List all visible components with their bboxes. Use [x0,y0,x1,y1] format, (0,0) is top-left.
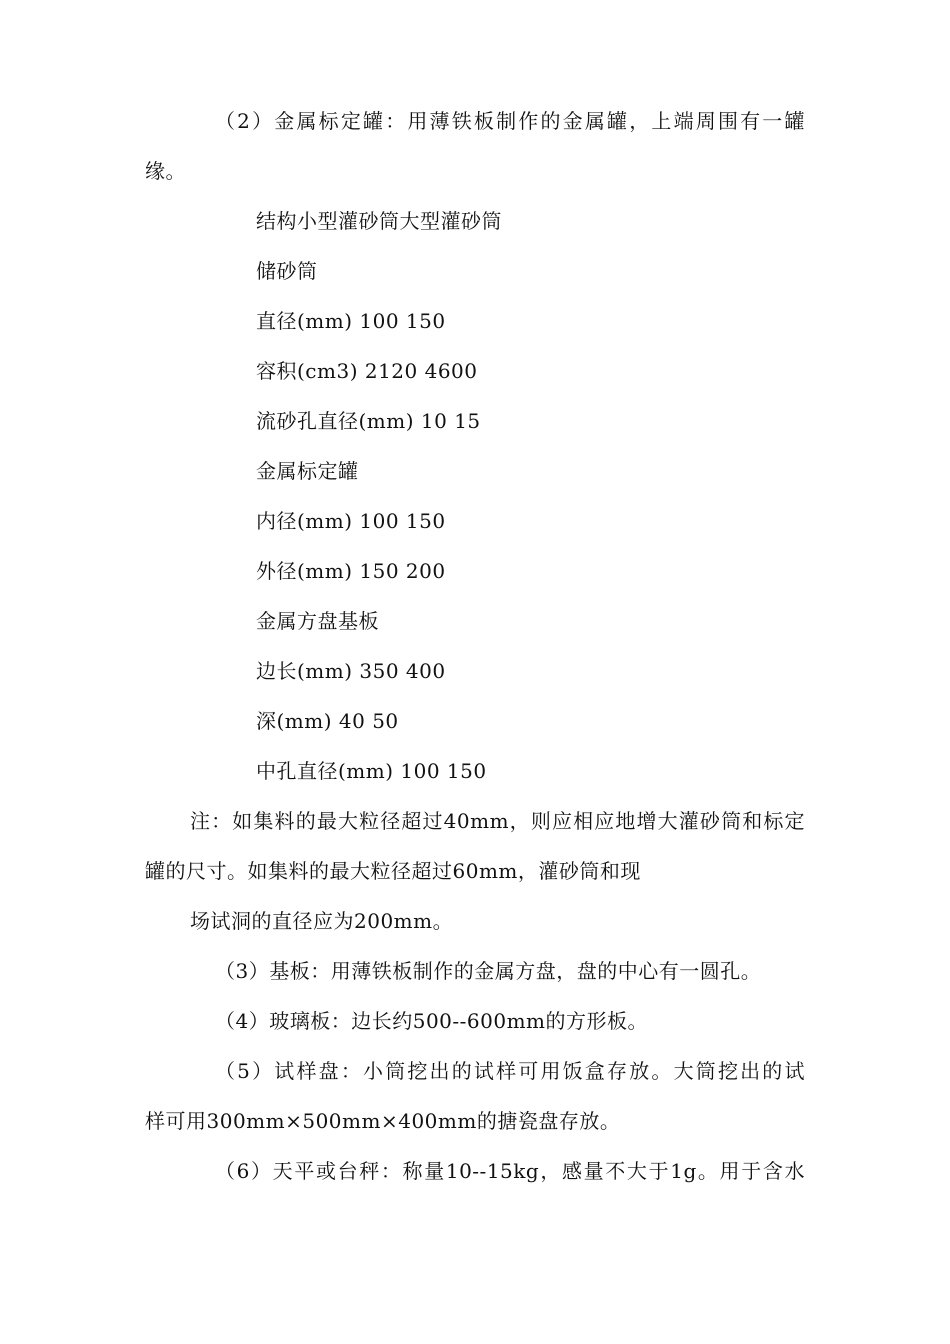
table-section-storage: 储砂筒 [256,259,318,283]
para-6-line-1: （6）天平或台秤：称量10--15kg，感量不大于1g。用于含水 [215,1159,805,1183]
para-2-line-2: 缘。 [145,159,186,183]
para-2-line-1: （2）金属标定罐：用薄铁板制作的金属罐，上端周围有一罐 [215,109,805,133]
table-row-side-length: 边长(mm) 350 400 [256,659,446,683]
table-row-diameter: 直径(mm) 100 150 [256,309,446,333]
note-line-2: 罐的尺寸。如集料的最大粒径超过60mm，灌砂筒和现 [145,859,641,883]
para-5-line-1: （5）试样盘：小筒挖出的试样可用饭盒存放。大筒挖出的试 [215,1059,805,1083]
table-section-base-plate: 金属方盘基板 [256,609,379,633]
para-3-line-1: （3）基板：用薄铁板制作的金属方盘，盘的中心有一圆孔。 [215,959,762,983]
table-row-flow-hole: 流砂孔直径(mm) 10 15 [256,409,481,433]
table-row-volume: 容积(cm3) 2120 4600 [256,359,478,383]
table-row-depth: 深(mm) 40 50 [256,709,399,733]
note-line-1: 注：如集料的最大粒径超过40mm，则应相应地增大灌砂筒和标定 [190,809,805,833]
para-5-line-2: 样可用300mm×500mm×400mm的搪瓷盘存放。 [145,1109,621,1133]
table-row-center-hole: 中孔直径(mm) 100 150 [256,759,487,783]
table-header-line: 结构小型灌砂筒大型灌砂筒 [256,209,502,233]
table-row-inner-diameter: 内径(mm) 100 150 [256,509,446,533]
para-4-line-1: （4）玻璃板：边长约500--600mm的方形板。 [215,1009,649,1033]
table-row-outer-diameter: 外径(mm) 150 200 [256,559,446,583]
note-line-3: 场试洞的直径应为200mm。 [190,909,454,933]
table-section-calibration-can: 金属标定罐 [256,459,359,483]
